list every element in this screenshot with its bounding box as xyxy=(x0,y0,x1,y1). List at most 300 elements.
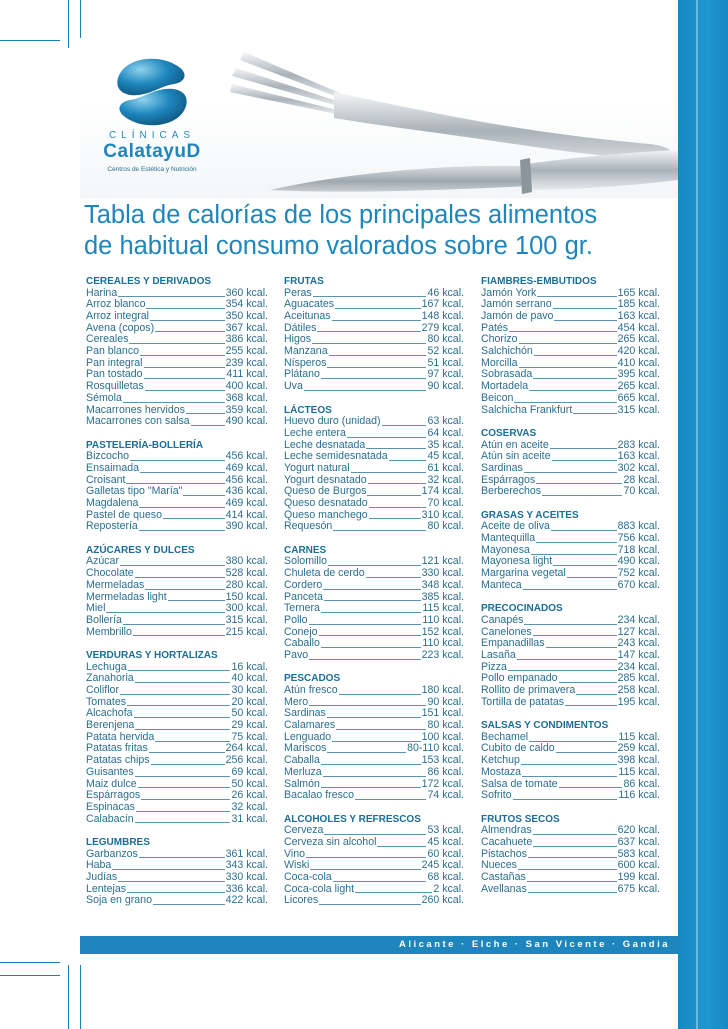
calorie-value: 53 kcal. xyxy=(427,824,464,837)
calorie-value: 264 kcal. xyxy=(225,742,268,755)
food-row xyxy=(284,872,464,884)
food-name: Soja en grano xyxy=(86,894,152,907)
dotted-leader xyxy=(321,787,421,788)
food-name: Arroz integral xyxy=(86,310,149,323)
food-name: Jamón de pavo xyxy=(481,310,554,323)
section-spacer xyxy=(284,662,464,674)
calorie-value: 620 kcal. xyxy=(617,824,660,837)
section-spacer xyxy=(86,428,268,440)
food-name: Atún fresco xyxy=(284,684,338,697)
food-name: Patatas chips xyxy=(86,754,150,767)
dotted-leader xyxy=(573,413,616,414)
dotted-leader xyxy=(522,776,617,777)
food-name: Cordero xyxy=(284,578,323,591)
dotted-leader xyxy=(509,331,617,332)
calorie-value: 165 kcal. xyxy=(617,286,660,299)
food-name: Mermeladas light xyxy=(86,590,167,603)
section-spacer xyxy=(284,533,464,545)
dotted-leader xyxy=(145,589,224,590)
dotted-leader xyxy=(355,892,432,893)
dotted-leader xyxy=(118,881,224,882)
dotted-leader xyxy=(553,308,617,309)
food-name: Atún sin aceite xyxy=(481,450,551,463)
food-row xyxy=(284,615,464,627)
calorie-value: 600 kcal. xyxy=(617,859,660,872)
food-row xyxy=(86,311,268,323)
calorie-value: 74 kcal. xyxy=(427,789,464,802)
dotted-leader xyxy=(139,857,225,858)
food-name: Mayonesa light xyxy=(481,555,553,568)
calorie-value: 60 kcal. xyxy=(427,847,464,860)
dotted-leader xyxy=(528,857,617,858)
calorie-value: 300 kcal. xyxy=(225,602,268,615)
dotted-leader xyxy=(327,367,426,368)
food-name: Yogurt natural xyxy=(284,461,350,474)
calorie-value: 361 kcal. xyxy=(225,847,268,860)
dotted-leader xyxy=(136,811,231,812)
dotted-leader xyxy=(521,764,617,765)
calorie-value: 45 kcal. xyxy=(427,835,464,848)
logo-brand-name: CalatayuD xyxy=(103,141,201,162)
food-name: Chorizo xyxy=(481,333,518,346)
calorie-value: 26 kcal. xyxy=(231,789,268,802)
section-spacer xyxy=(481,498,660,510)
dotted-leader xyxy=(351,472,427,473)
dotted-leader xyxy=(533,635,617,636)
food-row xyxy=(481,393,660,405)
dotted-leader xyxy=(139,530,225,531)
food-name: Guisantes xyxy=(86,765,134,778)
food-name: Chocolate xyxy=(86,567,134,580)
calorie-value: 86 kcal. xyxy=(427,765,464,778)
dotted-leader xyxy=(149,752,225,753)
calorie-value: 50 kcal. xyxy=(231,777,268,790)
calorie-value: 223 kcal. xyxy=(421,648,464,661)
section-heading: PASTELERÍA-BOLLERÍA xyxy=(86,439,204,451)
calorie-value: 31 kcal. xyxy=(231,812,268,825)
section-spacer xyxy=(86,533,268,545)
dotted-leader xyxy=(366,448,426,449)
dotted-leader xyxy=(518,869,617,870)
calorie-value: 670 kcal. xyxy=(617,578,660,591)
dotted-leader xyxy=(553,565,616,566)
calorie-value: 398 kcal. xyxy=(617,754,660,767)
food-name: Coca-cola light xyxy=(284,882,355,895)
calorie-value: 115 kcal. xyxy=(618,730,660,743)
food-name: Ensaimada xyxy=(86,461,139,474)
calorie-value: 302 kcal. xyxy=(617,461,660,474)
dotted-leader xyxy=(183,495,224,496)
cutlery-illustration xyxy=(230,40,680,198)
crop-mark xyxy=(68,0,69,48)
food-name: Canelones xyxy=(481,625,532,638)
calorie-value: 147 kcal. xyxy=(617,648,660,661)
calorie-value: 20 kcal. xyxy=(231,695,268,708)
dotted-leader xyxy=(556,752,617,753)
calorie-value: 80 kcal. xyxy=(427,520,464,533)
food-name: Membrillo xyxy=(86,625,132,638)
dotted-leader xyxy=(135,682,231,683)
calorie-value: 456 kcal. xyxy=(225,450,268,463)
calorie-value: 490 kcal. xyxy=(225,415,268,428)
food-name: Magdalena xyxy=(86,497,139,510)
food-name: Espárragos xyxy=(86,789,141,802)
dotted-leader xyxy=(155,741,230,742)
calorie-value: 583 kcal. xyxy=(617,847,660,860)
dotted-leader xyxy=(328,565,421,566)
logo-tagline: Centros de Estética y Nutrición xyxy=(107,166,197,173)
dotted-leader xyxy=(550,448,617,449)
food-name: Wiski xyxy=(284,859,310,872)
dotted-leader xyxy=(150,320,225,321)
calorie-value: 385 kcal. xyxy=(421,590,464,603)
food-name: Chuleta de cerdo xyxy=(284,567,365,580)
dotted-leader xyxy=(533,378,616,379)
dotted-leader xyxy=(319,635,421,636)
food-row xyxy=(284,790,464,802)
calorie-value: 637 kcal. xyxy=(617,835,660,848)
dotted-leader xyxy=(533,834,617,835)
calorie-value: 260 kcal. xyxy=(421,894,464,907)
food-name: Morcilla xyxy=(481,356,518,369)
food-name: Cerveza xyxy=(284,824,324,837)
calorie-value: 90 kcal. xyxy=(427,695,464,708)
food-name: Espárragos xyxy=(481,473,536,486)
calorie-value: 259 kcal. xyxy=(617,742,660,755)
food-name: Queso desnatado xyxy=(284,497,368,510)
calorie-value: 400 kcal. xyxy=(225,380,268,393)
food-row xyxy=(481,790,660,802)
dotted-leader xyxy=(134,717,231,718)
food-name: Salsa de tomate xyxy=(481,777,558,790)
food-name: Canapés xyxy=(481,613,524,626)
food-name: Cacahuete xyxy=(481,835,533,848)
dotted-leader xyxy=(319,904,420,905)
food-row xyxy=(481,884,660,896)
food-name: Manzana xyxy=(284,345,328,358)
calorie-value: 35 kcal. xyxy=(427,438,464,451)
dotted-leader xyxy=(524,472,617,473)
food-row xyxy=(86,627,268,639)
dotted-leader xyxy=(191,425,225,426)
food-name: Peras xyxy=(284,286,312,299)
dotted-leader xyxy=(546,647,617,648)
food-name: Mero xyxy=(284,695,309,708)
calorie-value: 2 kcal. xyxy=(433,882,464,895)
food-name: Mostaza xyxy=(481,765,522,778)
calorie-value: 30 kcal. xyxy=(231,684,268,697)
food-name: Bizcocho xyxy=(86,450,129,463)
food-name: Ternera xyxy=(284,602,320,615)
section-spacer xyxy=(481,592,660,604)
dotted-leader xyxy=(528,892,617,893)
calorie-value: 411 kcal. xyxy=(226,368,268,381)
food-name: Vino xyxy=(284,847,306,860)
food-name: Berberechos xyxy=(481,485,542,498)
food-row xyxy=(86,498,268,510)
food-name: Calabacín xyxy=(86,812,134,825)
dotted-leader xyxy=(123,624,225,625)
food-name: Pastel de queso xyxy=(86,508,162,521)
calorie-value: 153 kcal. xyxy=(421,754,464,767)
food-row xyxy=(86,685,268,697)
dotted-leader xyxy=(389,460,427,461)
crop-mark xyxy=(0,40,60,41)
section-spacer xyxy=(481,708,660,720)
section-heading: CEREALES Y DERIVADOS xyxy=(86,276,212,287)
section-heading: LEGUMBRES xyxy=(86,837,150,848)
calorie-value: 163 kcal. xyxy=(617,310,660,323)
food-name: Garbanzos xyxy=(86,847,138,860)
food-row xyxy=(481,650,660,662)
dotted-leader xyxy=(135,577,225,578)
section-heading: VERDURAS Y HORTALIZAS xyxy=(86,650,218,661)
calorie-value: 116 kcal. xyxy=(618,789,660,802)
calorie-value: 390 kcal. xyxy=(225,520,268,533)
food-name: Leche semidesnatada xyxy=(284,450,388,463)
calorie-value: 436 kcal. xyxy=(225,485,268,498)
calorie-value: 315 kcal. xyxy=(617,403,660,416)
calorie-value: 86 kcal. xyxy=(623,777,660,790)
dotted-leader xyxy=(347,437,427,438)
title-line-1: Tabla de calorías de los principales alimentos xyxy=(84,201,598,229)
dotted-leader xyxy=(138,787,231,788)
calorie-value: 151 kcal. xyxy=(421,707,464,720)
food-name: Queso manchego xyxy=(284,508,368,521)
dotted-leader xyxy=(140,472,225,473)
calorie-value: 121 kcal. xyxy=(421,555,464,568)
dotted-leader xyxy=(309,705,426,706)
dotted-leader xyxy=(310,869,420,870)
food-name: Beicon xyxy=(481,391,514,404)
dotted-leader xyxy=(155,331,224,332)
food-name: Avena (copos) xyxy=(86,321,155,334)
side-color-band xyxy=(678,0,728,1029)
food-name: Patata hervida xyxy=(86,730,155,743)
section-heading: LÁCTEOS xyxy=(284,404,332,416)
calorie-value: 63 kcal. xyxy=(427,415,464,428)
calorie-value: 69 kcal. xyxy=(231,765,268,778)
calorie-value: 70 kcal. xyxy=(623,485,660,498)
food-name: Arroz blanco xyxy=(86,298,146,311)
food-name: Licores xyxy=(284,894,319,907)
food-name: Lentejas xyxy=(86,882,127,895)
calorie-value: 283 kcal. xyxy=(617,438,660,451)
calorie-value: 100 kcal. xyxy=(421,730,464,743)
crop-mark xyxy=(80,965,81,1029)
food-row xyxy=(284,837,464,849)
dotted-leader xyxy=(317,331,420,332)
calorie-value: 420 kcal. xyxy=(617,345,660,358)
dotted-leader xyxy=(135,729,230,730)
calorie-value: 258 kcal. xyxy=(617,684,660,697)
food-row xyxy=(481,767,660,779)
dotted-leader xyxy=(542,495,622,496)
food-name: Caballa xyxy=(284,754,320,767)
calorie-value: 32 kcal. xyxy=(231,800,268,813)
section-heading: FIAMBRES-EMBUTIDOS xyxy=(481,276,597,287)
calorie-value: 367 kcal. xyxy=(225,321,268,334)
calorie-value: 380 kcal. xyxy=(225,555,268,568)
calorie-value: 80 kcal. xyxy=(427,719,464,732)
food-name: Rollito de primavera xyxy=(481,684,576,697)
food-name: Coliflor xyxy=(86,684,119,697)
dotted-leader xyxy=(321,764,421,765)
section-spacer xyxy=(481,802,660,814)
dotted-leader xyxy=(519,343,617,344)
calorie-value: 456 kcal. xyxy=(225,473,268,486)
calorie-value: 28 kcal. xyxy=(623,473,660,486)
calorie-value: 348 kcal. xyxy=(421,578,464,591)
food-name: Macarrones hervidos xyxy=(86,403,185,416)
dotted-leader xyxy=(567,577,617,578)
calorie-value: 32 kcal. xyxy=(427,473,464,486)
section-heading: SALSAS Y CONDIMENTOS xyxy=(481,720,609,732)
calorie-value: 330 kcal. xyxy=(225,871,268,884)
section-spacer xyxy=(284,802,464,814)
calorie-value: 215 kcal. xyxy=(225,625,268,638)
dotted-leader xyxy=(552,460,617,461)
food-name: Margarina vegetal xyxy=(481,567,566,580)
calorie-value: 234 kcal. xyxy=(617,660,660,673)
calorie-value: 115 kcal. xyxy=(422,602,464,615)
food-name: Mayonesa xyxy=(481,543,530,556)
dotted-leader xyxy=(533,846,616,847)
dotted-leader xyxy=(366,577,421,578)
food-row xyxy=(86,895,268,907)
calorie-value: 315 kcal. xyxy=(225,613,268,626)
food-name: Azúcar xyxy=(86,555,119,568)
food-row xyxy=(284,381,464,393)
food-name: Pan tostado xyxy=(86,368,143,381)
food-name: Panceta xyxy=(284,590,323,603)
dotted-leader xyxy=(382,425,427,426)
crop-mark xyxy=(0,962,60,963)
dotted-leader xyxy=(151,764,225,765)
dotted-leader xyxy=(551,530,617,531)
calorie-value: 61 kcal. xyxy=(427,461,464,474)
calorie-value: 395 kcal. xyxy=(617,368,660,381)
food-name: Cubito de caldo xyxy=(481,742,555,755)
food-name: Macarrones con salsa xyxy=(86,415,190,428)
food-name: Atún en aceite xyxy=(481,438,549,451)
logo-clinicas-text: CLÍNICAS xyxy=(108,130,196,141)
dotted-leader xyxy=(554,320,616,321)
dotted-leader xyxy=(306,857,426,858)
food-row xyxy=(86,767,268,779)
crop-mark xyxy=(68,965,69,1029)
food-name: Rosquilletas xyxy=(86,380,144,393)
food-name: Pollo xyxy=(284,613,308,626)
food-name: Lasaña xyxy=(481,648,516,661)
food-row xyxy=(481,405,660,417)
food-name: Patés xyxy=(481,321,509,334)
dotted-leader xyxy=(513,799,618,800)
food-name: Mortadela xyxy=(481,380,529,393)
calorie-value: 336 kcal. xyxy=(225,882,268,895)
dotted-leader xyxy=(323,589,420,590)
dotted-leader xyxy=(127,705,230,706)
dotted-leader xyxy=(329,355,427,356)
dotted-leader xyxy=(534,355,617,356)
section-spacer xyxy=(481,416,660,428)
calorie-value: 528 kcal. xyxy=(225,567,268,580)
food-name: Mariscos xyxy=(284,742,327,755)
dotted-leader xyxy=(527,881,617,882)
calorie-value: 163 kcal. xyxy=(617,450,660,463)
food-name: Manteca xyxy=(481,578,522,591)
section-heading: GRASAS Y ACEITES xyxy=(481,509,579,521)
calorie-value: 70 kcal. xyxy=(427,497,464,510)
calorie-value: 195 kcal. xyxy=(617,695,660,708)
calorie-value: 152 kcal. xyxy=(421,625,464,638)
food-name: Nísperos xyxy=(284,356,327,369)
dotted-leader xyxy=(128,670,231,671)
dotted-leader xyxy=(321,378,427,379)
dotted-leader xyxy=(304,390,427,391)
food-row xyxy=(284,498,464,510)
calorie-column-1 xyxy=(86,276,268,907)
dotted-leader xyxy=(309,624,422,625)
food-name: Conejo xyxy=(284,625,318,638)
food-row xyxy=(284,580,464,592)
food-name: Leche entera xyxy=(284,426,346,439)
crop-mark xyxy=(80,0,81,40)
food-name: Pavo xyxy=(284,648,309,661)
dotted-leader xyxy=(332,741,420,742)
calorie-value: 45 kcal. xyxy=(427,450,464,463)
food-row xyxy=(86,416,268,428)
calorie-value: 29 kcal. xyxy=(231,719,268,732)
food-name: Pollo empanado xyxy=(481,672,558,685)
dotted-leader xyxy=(120,694,231,695)
food-name: Calamares xyxy=(284,719,336,732)
dotted-leader xyxy=(168,600,225,601)
food-name: Tomates xyxy=(86,695,127,708)
dotted-leader xyxy=(514,402,616,403)
food-name: Croisant xyxy=(86,473,126,486)
calorie-value: 97 kcal. xyxy=(427,368,464,381)
calorie-value: 360 kcal. xyxy=(225,286,268,299)
dotted-leader xyxy=(524,624,616,625)
calorie-value: 675 kcal. xyxy=(617,882,660,895)
food-name: Empanadillas xyxy=(481,637,545,650)
calorie-value: 410 kcal. xyxy=(617,356,660,369)
calorie-value: 310 kcal. xyxy=(421,508,464,521)
food-name: Merluza xyxy=(284,765,322,778)
food-name: Judías xyxy=(86,871,118,884)
calorie-value: 80-110 kcal. xyxy=(407,742,464,755)
dotted-leader xyxy=(186,413,225,414)
food-name: Lechuga xyxy=(86,660,127,673)
food-name: Repostería xyxy=(86,520,138,533)
dotted-leader xyxy=(153,904,225,905)
dotted-leader xyxy=(536,483,622,484)
dotted-leader xyxy=(368,483,427,484)
food-row xyxy=(284,521,464,533)
dotted-leader xyxy=(120,565,225,566)
dotted-leader xyxy=(517,659,617,660)
calorie-value: 64 kcal. xyxy=(427,426,464,439)
calorie-value: 422 kcal. xyxy=(225,894,268,907)
dotted-leader xyxy=(312,343,426,344)
dotted-leader xyxy=(141,799,230,800)
food-name: Castañas xyxy=(481,871,526,884)
food-name: Jamón serrano xyxy=(481,298,552,311)
dotted-leader xyxy=(576,694,616,695)
food-name: Coca-cola xyxy=(284,871,332,884)
calorie-value: 75 kcal. xyxy=(231,730,268,743)
